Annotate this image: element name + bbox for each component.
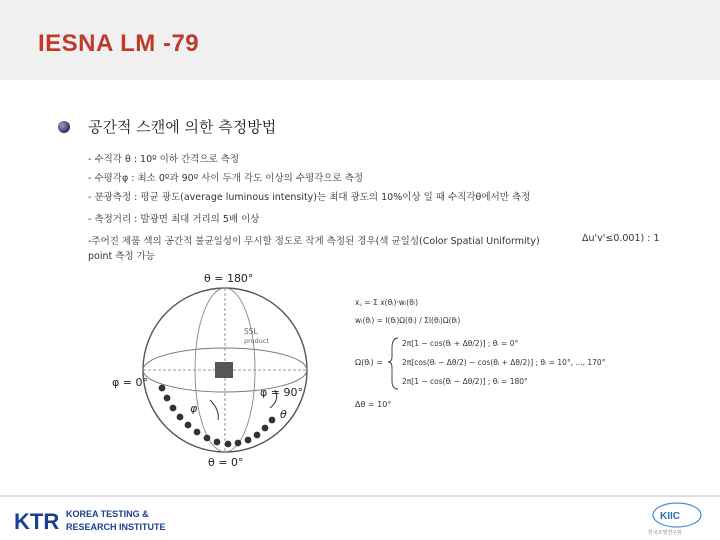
measurement-points [159, 385, 276, 448]
line-horizontal-angle: - 수평각φ : 최소 0º과 90º 사이 두개 각도 이상의 수평각으로 측정 [88, 173, 364, 184]
kiic-caption: 한국조명연구원 [648, 530, 682, 536]
line-spectral: - 분광측정 : 평균 광도(average luminous intensity)는 최대 광도의 10%이상 일 때 수직각θ에서만 측정 [88, 192, 531, 203]
theta-bottom-label: θ = 0° [208, 456, 244, 469]
formula-omega: Ω(θᵢ) = [355, 358, 383, 367]
slide-title: IESNA LM -79 [38, 30, 200, 57]
bullet-sphere-icon [58, 121, 70, 133]
formula-case1: 2π[1 − cos(θᵢ + Δθ/2)] ; θᵢ = 0° [402, 339, 519, 348]
ssl-label: SSL [244, 327, 258, 336]
product-label: product [244, 337, 270, 345]
ssl-product-box [215, 362, 233, 378]
section-heading: 공간적 스캔에 의한 측정방법 [88, 118, 277, 136]
formula-case3: 2π[1 − cos(θᵢ − Δθ/2)] ; θᵢ = 180° [402, 377, 528, 386]
weighting-formula [350, 293, 680, 413]
phi-right-label: φ = 90° [260, 386, 303, 399]
line-uniformity: -주어진 제품 색의 공간적 불균일성이 무시할 정도로 작게 측정된 경우(색 균일성(Color Spatial Uniformity) [88, 236, 540, 247]
formula-line2: wᵢ(θᵢ) = I(θᵢ)Ω(θᵢ) / ΣI(θᵢ)Ω(θᵢ) [355, 316, 461, 325]
goniometer-sphere-diagram [110, 270, 340, 470]
formula-case2: 2π[cos(θᵢ − Δθ/2) − cos(θᵢ + Δθ/2)] ; θᵢ = 10°, ..., 170° [402, 358, 606, 367]
phi-symbol: φ [190, 402, 198, 415]
line-uniformity-note: Δu'v'≤0.001) : 1 [582, 233, 660, 244]
formula-delta: Δθ = 10° [355, 400, 392, 409]
ktr-text1: KOREA TESTING & [66, 509, 149, 519]
kiic-logo [650, 500, 705, 530]
ktr-mark: KTR [14, 509, 60, 534]
formula-line1: x꜀ = Σ x(θᵢ)·wᵢ(θᵢ) [355, 298, 419, 307]
line-vertical-angle: - 수직각 θ : 10º 이하 간격으로 측정 [88, 154, 240, 165]
line-point: point 측정 가능 [88, 251, 155, 262]
line-distance: - 측정거리 : 발광면 최대 거리의 5배 이상 [88, 214, 260, 225]
ktr-text2: RESEARCH INSTITUTE [66, 522, 166, 532]
ktr-logo [14, 505, 184, 535]
footer-divider [0, 495, 720, 497]
kiic-mark: KIIC [660, 511, 680, 522]
theta-top-label: θ = 180° [204, 272, 254, 285]
phi-left-label: φ = 0° [112, 376, 148, 389]
theta-symbol: θ [280, 408, 287, 421]
